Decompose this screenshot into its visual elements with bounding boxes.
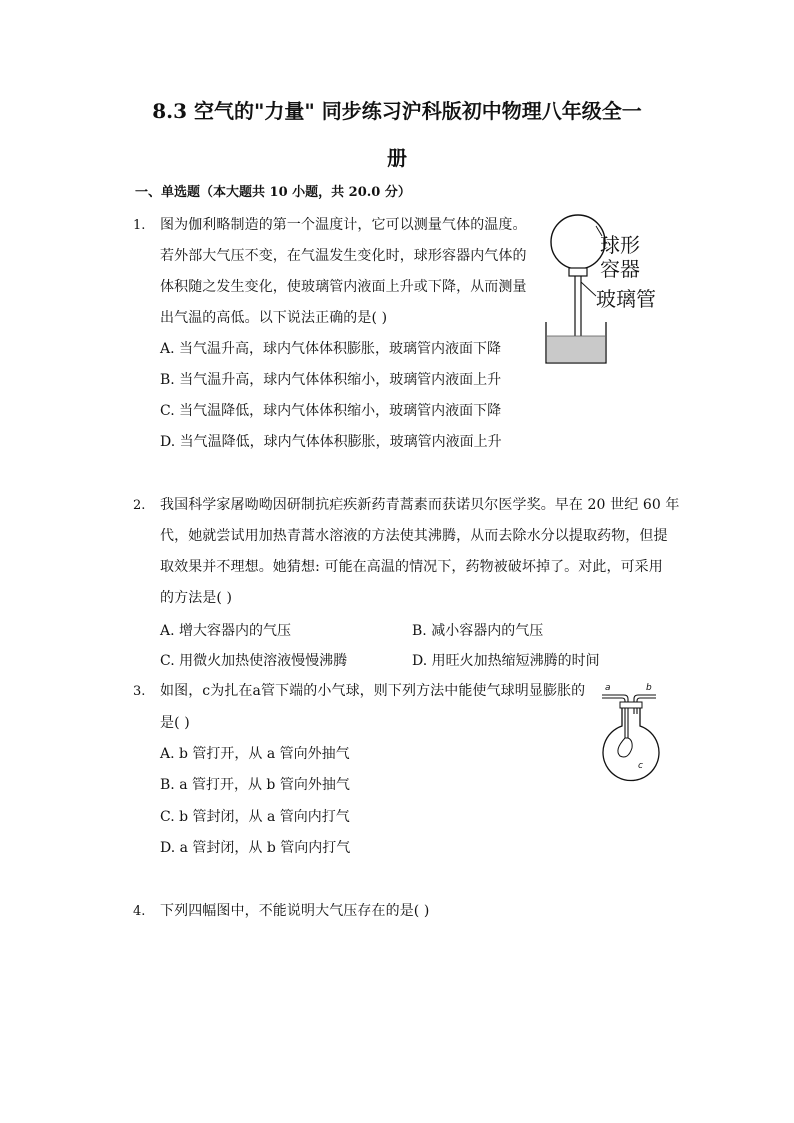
section-heading: 一、单选题（本大题共 10 小题，共 20.0 分） [135,185,411,200]
figure-label-a: a [605,683,611,693]
question-4-number: 4. [133,904,146,919]
page-title-continued: 册 [387,146,407,170]
glass-bulb [551,215,605,269]
question-2-text-line: 我国科学家屠呦呦因研制抗疟疾新药青蒿素而获诺贝尔医学奖。早在 20 世纪 60 年 [160,497,680,513]
question-2-text-line: 取效果并不理想。她猜想: 可能在高温的情况下，药物被破坏掉了。对此，可采用 [160,559,663,575]
question-3-text-line: 是( ) [160,715,190,731]
question-3-option-c: C. b 管封闭，从 a 管向内打气 [160,809,350,825]
tube-a [602,695,628,738]
question-1-option-d: D. 当气温降低，球内气体体积膨胀，玻璃管内液面上升 [160,434,502,450]
beaker-liquid [547,336,605,362]
question-3-number: 3. [133,684,146,699]
question-2-number: 2. [133,498,146,513]
question-1-text-line: 出气温的高低。以下说法正确的是( ) [160,310,388,326]
question-1-text-line: 若外部大气压不变，在气温发生变化时，球形容器内气体的 [160,248,527,264]
figure-label-container: 容器 [600,257,640,281]
question-2-option-c: C. 用微火加热使溶液慢慢沸腾 [160,653,348,669]
question-1-text-line: 图为伽利略制造的第一个温度计，它可以测量气体的温度。 [160,217,527,233]
flask-balloon-figure [598,678,670,782]
balloon-c [618,738,632,757]
question-2-text-line: 的方法是( ) [160,590,233,606]
page-title: 8.3 空气的"力量" 同步练习沪科版初中物理八年级全一 [152,99,642,123]
figure-label-tube: 玻璃管 [596,287,656,311]
question-1-option-b: B. 当气温升高，球内气体体积缩小，玻璃管内液面上升 [160,372,502,388]
figure-label-b: b [646,683,652,693]
flask-stopper [620,702,642,708]
question-2-option-a: A. 增大容器内的气压 [160,623,292,639]
question-1-text-line: 体积随之发生变化，使玻璃管内液面上升或下降，从而测量 [160,279,527,295]
question-3-option-b: B. a 管打开，从 b 管向外抽气 [160,777,350,793]
question-1-option-c: C. 当气温降低，球内气体体积缩小，玻璃管内液面下降 [160,403,502,419]
question-3-option-a: A. b 管打开，从 a 管向外抽气 [160,746,350,762]
question-2-text-line: 代，她就尝试用加热青蒿水溶液的方法使其沸腾，从而去除水分以提取药物，但提 [160,528,668,544]
question-3-text-line: 如图，c为扎在a管下端的小气球，则下列方法中能使气球明显膨胀的 [160,683,586,699]
question-1-number: 1. [133,218,146,233]
question-1-option-a: A. 当气温升高，球内气体体积膨胀，玻璃管内液面下降 [160,341,502,357]
question-4-text-line: 下列四幅图中，不能说明大气压存在的是( ) [160,903,430,919]
thermometer-figure [540,210,670,370]
bulb-stopper [569,268,587,276]
figure-label-bulb: 球形 [600,233,640,257]
question-2-option-d: D. 用旺火加热缩短沸腾的时间 [412,653,600,669]
figure-label-c: c [638,761,643,771]
question-2-option-b: B. 减小容器内的气压 [412,623,544,639]
question-3-option-d: D. a 管封闭，从 b 管向内打气 [160,840,351,856]
